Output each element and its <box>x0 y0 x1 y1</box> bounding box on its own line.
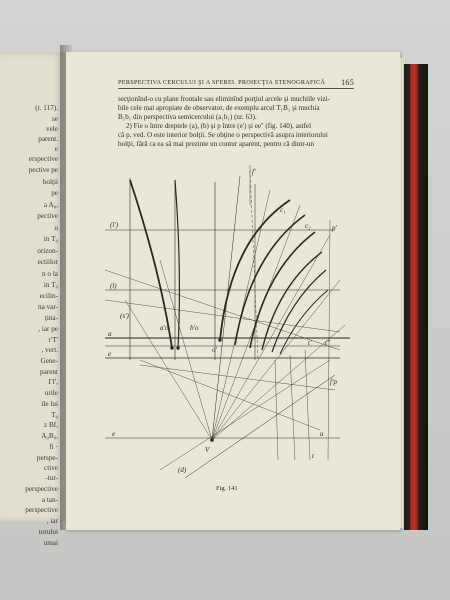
left-page-text-fragment: perspe- <box>36 454 58 462</box>
label-t-double: t'' <box>325 339 330 347</box>
left-page-text-fragment: torului <box>38 528 58 536</box>
left-page-text-fragment: in T₀ <box>43 235 58 243</box>
label-fp: f'p <box>330 378 337 386</box>
body-line-5: că p. ved. O este interior bolţii. Se obţine o perspectivă asupra interiorului <box>118 131 328 139</box>
left-page <box>0 52 66 547</box>
label-u: u <box>320 430 324 438</box>
left-page-text-fragment: ctive <box>44 464 58 472</box>
left-page-text-fragment: in T₀ <box>43 281 58 289</box>
left-page-text-fragment: z Bf, <box>44 421 58 429</box>
label-c1: c₁ <box>280 206 286 214</box>
left-page-text-fragment: perspective <box>25 485 58 493</box>
left-page-text-fragment: pective pe <box>28 166 58 174</box>
left-page-text-fragment: urile <box>44 389 58 397</box>
label-t: t <box>312 452 314 460</box>
header-title: PERSPECTIVA CERCULUI ŞI A SFEREI. PROIECŢIA STENOGRAFICĂ <box>118 79 326 86</box>
running-header <box>118 78 354 87</box>
left-page-text-fragment: bolţii <box>42 178 58 186</box>
label-d: (d) <box>178 466 187 474</box>
left-page-text-fragment: parent. <box>38 135 58 143</box>
left-page-text-fragment: parent <box>40 368 58 376</box>
left-page-text-fragment: ectiilor <box>37 258 58 266</box>
left-page-text-fragment: a A₀, <box>43 201 58 209</box>
label-b-o: b'o <box>190 324 199 332</box>
page-number: 165 <box>341 78 354 87</box>
left-page-text-fragment: na var- <box>37 303 58 311</box>
left-page-text-fragment: , iar pe <box>38 325 58 333</box>
left-page-text-fragment: Gene- <box>40 357 58 365</box>
label-p-prime: p' <box>332 224 337 232</box>
label-e2: e <box>112 430 116 438</box>
label-o-prime: o' <box>212 346 217 354</box>
left-page-text-fragment: T₀ <box>51 411 58 419</box>
figure-perspective-drawing <box>100 160 360 485</box>
label-t-prime: t' <box>308 339 312 347</box>
label-f-prime: f' <box>252 168 256 176</box>
left-page-text-fragment: vele <box>46 125 58 133</box>
left-page-text-fragment: perspective <box>25 506 58 514</box>
left-page-text-fragment: umai <box>43 539 58 547</box>
left-page-text-fragment: fi · <box>49 443 58 451</box>
book-cover-red-edge <box>410 64 418 530</box>
label-c2: c₂ <box>305 222 311 230</box>
left-page-text-fragment: -tur- <box>45 474 58 482</box>
body-line-4: 2) Fie o între dreptele (a), (b) şi p între (e') şi ee'' (fig. 140), astfel <box>126 122 312 130</box>
left-page-text-fragment: ecilin- <box>39 292 58 300</box>
left-page-text-fragment: orizon- <box>37 247 58 255</box>
left-page-text-fragment: (r. 117). <box>35 104 58 112</box>
left-page-text-fragment: n o la <box>42 270 58 278</box>
left-page-text-fragment: se <box>52 115 58 123</box>
left-page-text-fragment: ile lui <box>41 400 58 408</box>
label-s-prime: (s') <box>120 312 129 320</box>
left-page-text-fragment: τ'T' <box>48 336 58 344</box>
left-page-text-fragment: a tan- <box>41 496 58 504</box>
label-e: e <box>108 350 112 358</box>
left-page-text-fragment: , vert. <box>41 346 58 354</box>
left-page-text-fragment: Γf', <box>48 378 58 386</box>
left-page-text-fragment: ţina- <box>44 314 58 322</box>
left-page-text-fragment: , iar <box>46 517 58 525</box>
label-l-prime: (l') <box>110 221 119 229</box>
body-line-6: bolţii, fără ca ea să mai prezinte un contur aparent, pentru că dintr-un <box>118 140 315 148</box>
left-page-text-fragment: erspective <box>28 155 58 163</box>
label-a: a <box>108 330 112 338</box>
left-page-text-fragment: A₀B₀, <box>41 432 58 440</box>
figure-caption: Fig. 141 <box>216 485 238 492</box>
label-l: (l) <box>110 282 117 290</box>
body-line-1: secţionînd-o cu plane frontale sau eliminînd porţiul arcele şi muchiile vizi- <box>118 95 330 103</box>
label-a-o: a'o <box>160 324 169 332</box>
left-page-text-fragment: pective <box>37 212 58 220</box>
left-page-text-fragment: pe <box>51 189 58 197</box>
body-line-2: bile cele mai apropiate de observator, de exemplu arcul T₁B₁ şi muchia <box>118 104 320 112</box>
body-line-3: B₁b₁ din perspectiva semicercului (a₁b₁) (nr. 63). <box>118 113 257 121</box>
label-v: V <box>205 446 210 454</box>
left-page-text-fragment: e <box>54 145 58 153</box>
header-rule <box>118 88 354 89</box>
left-page-text-fragment: u <box>54 224 58 232</box>
